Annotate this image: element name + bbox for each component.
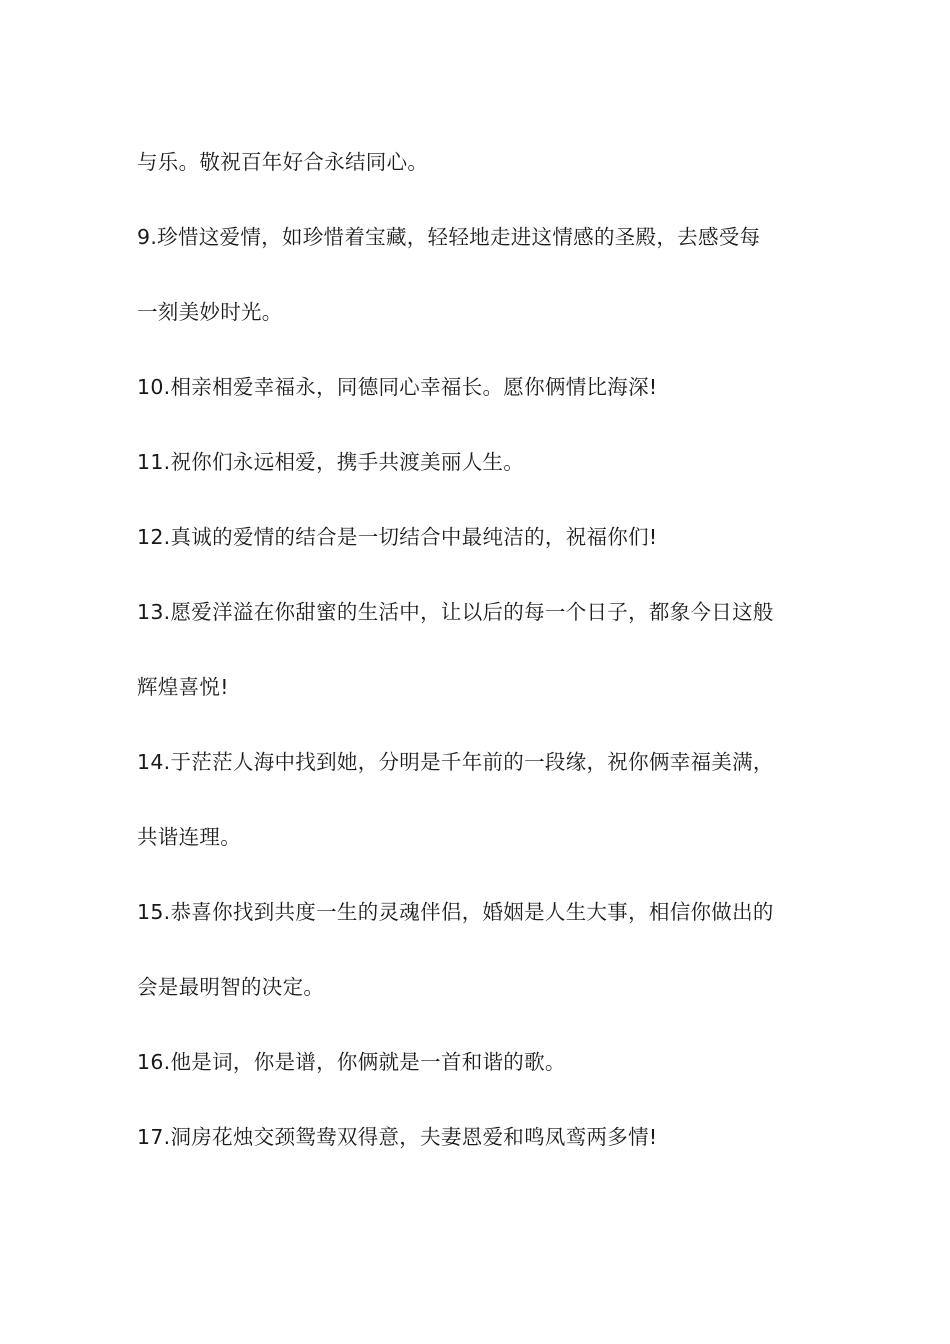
text-line: 辉煌喜悦!: [137, 675, 229, 699]
text-line: 10.相亲相爱幸福永，同德同心幸福长。愿你俩情比海深!: [137, 375, 658, 399]
text-line: 17.洞房花烛交颈鸳鸯双得意，夫妻恩爱和鸣凤鸾两多情!: [137, 1125, 658, 1149]
text-line: 13.愿爱洋溢在你甜蜜的生活中，让以后的每一个日子，都象今日这般: [137, 600, 774, 624]
text-line: 14.于茫茫人海中找到她，分明是千年前的一段缘，祝你俩幸福美满，: [137, 750, 774, 774]
text-line: 一刻美妙时光。: [137, 300, 283, 324]
text-line: 11.祝你们永远相爱，携手共渡美丽人生。: [137, 450, 525, 474]
text-line: 15.恭喜你找到共度一生的灵魂伴侣，婚姻是人生大事，相信你做出的: [137, 900, 774, 924]
text-line: 共谐连理。: [137, 825, 241, 849]
text-line: 会是最明智的决定。: [137, 975, 325, 999]
text-line: 16.他是词，你是谱，你俩就是一首和谐的歌。: [137, 1050, 566, 1074]
text-line: 12.真诚的爱情的结合是一切结合中最纯洁的，祝福你们!: [137, 525, 658, 549]
text-line: 9.珍惜这爱情，如珍惜着宝藏，轻轻地走进这情感的圣殿，去感受每: [137, 225, 761, 249]
text-line: 与乐。敬祝百年好合永结同心。: [137, 150, 429, 174]
